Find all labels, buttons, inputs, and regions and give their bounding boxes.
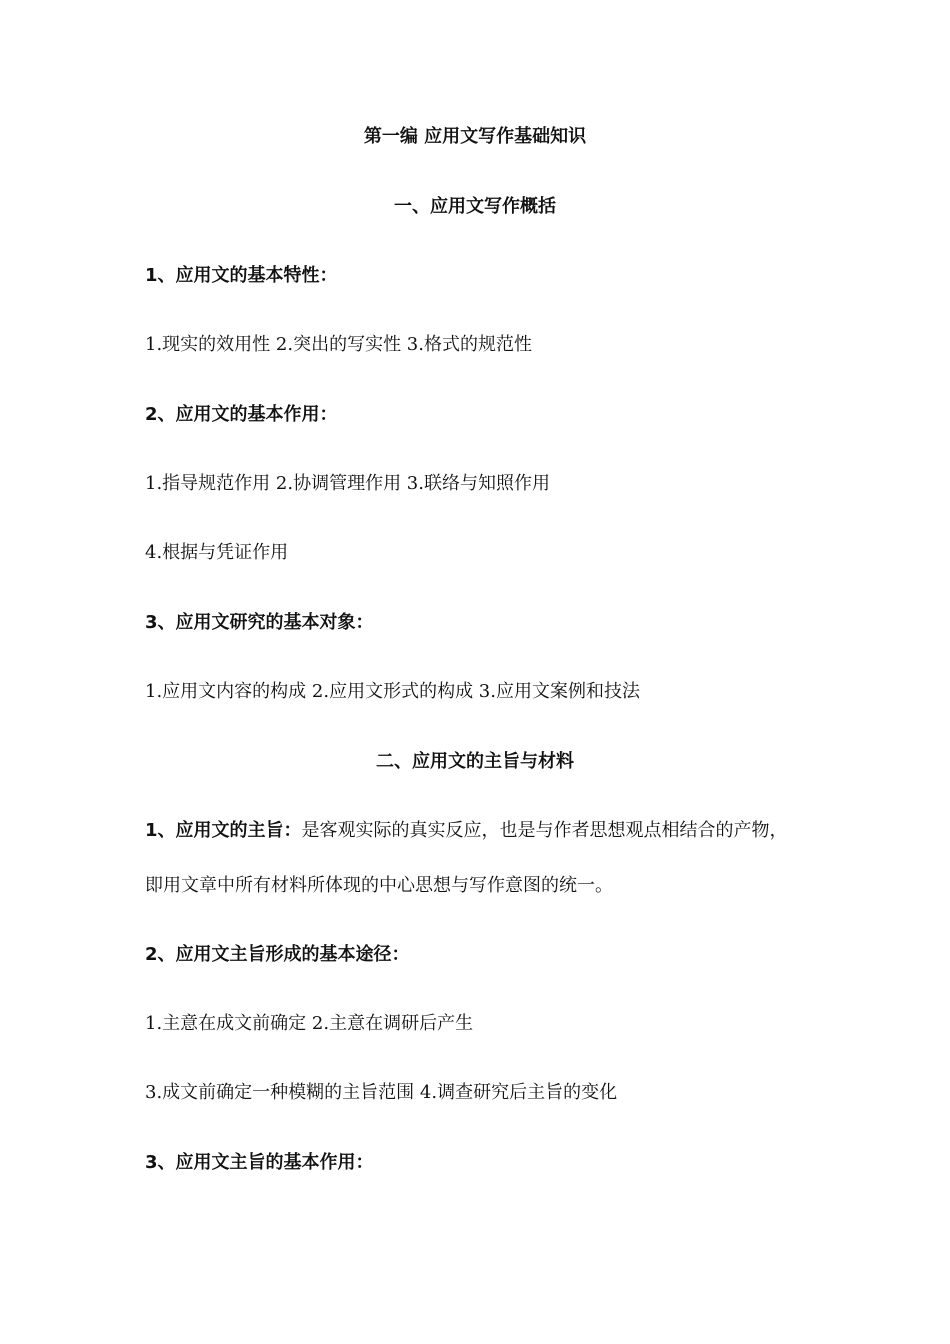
item-heading: 1、应用文的基本特性：	[145, 265, 338, 286]
paragraph: 1.应用文内容的构成 2.应用文形式的构成 3.应用文案例和技法	[145, 681, 640, 702]
paragraph: 1.指导规范作用 2.协调管理作用 3.联络与知照作用	[145, 473, 550, 494]
paragraph	[145, 819, 850, 843]
item-heading: 2、应用文的基本作用：	[145, 404, 338, 425]
paragraph: 1.主意在成文前确定 2.主意在调研后产生	[145, 1013, 474, 1034]
inline-text: 是客观实际的真实反应，也是与作者思想观点相结合的产物，	[301, 820, 788, 841]
inline-label: 1、应用文的主旨：	[145, 820, 302, 841]
document-title: 第一编 应用文写作基础知识	[363, 126, 587, 147]
paragraph: 3.成文前确定一种模糊的主旨范围 4.调查研究后主旨的变化	[145, 1082, 618, 1103]
item-heading: 3、应用文研究的基本对象：	[145, 612, 374, 633]
item-heading: 3、应用文主旨的基本作用：	[145, 1152, 374, 1173]
section-heading: 二、应用文的主旨与材料	[376, 751, 574, 772]
paragraph: 1.现实的效用性 2.突出的写实性 3.格式的规范性	[145, 334, 532, 355]
paragraph: 即用文章中所有材料所体现的中心思想与写作意图的统一。	[145, 875, 613, 896]
item-heading: 2、应用文主旨形成的基本途径：	[145, 944, 410, 965]
paragraph: 4.根据与凭证作用	[145, 542, 289, 563]
section-heading: 一、应用文写作概括	[394, 196, 556, 217]
